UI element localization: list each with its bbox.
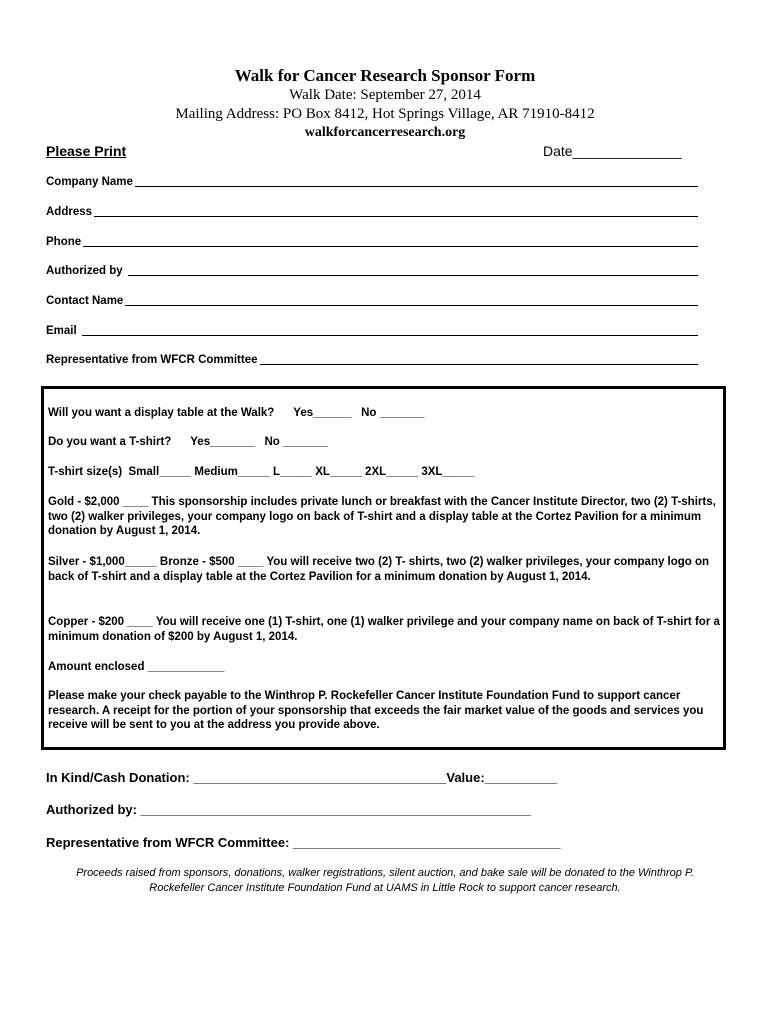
check-payable-note: Please make your check payable to the Winthrop P. Rockefeller Cancer Institute Foundation Fund to support cancer research. A receipt for the portion of your sponsorship that exceeds the fair market value of the goods and services you receive will be sent to you at the address you provide above.	[48, 690, 704, 731]
company-name-field[interactable]	[46, 175, 698, 189]
date-field[interactable]: Date______________	[543, 143, 682, 159]
representative-line[interactable]	[260, 354, 698, 365]
tshirt-question[interactable]: Do you want a T-shirt? Yes_______ No _______	[48, 436, 328, 448]
proceeds-footer-note: Proceeds raised from sponsors, donations, walker registrations, silent auction, and bake sale will be donated to the Winthrop P. Rockefeller Cancer Institute Foundation Fund at UAMS in Little Rock to support cancer research.	[76, 867, 694, 894]
company-name-line[interactable]	[135, 176, 698, 187]
walk-date: Walk Date: September 27, 2014	[289, 87, 481, 103]
phone-line[interactable]	[83, 236, 698, 247]
contact-name-line[interactable]	[125, 295, 698, 306]
contact-name-label: Contact Name	[46, 295, 124, 307]
authorized-by-line[interactable]	[128, 265, 698, 276]
representative-field[interactable]	[46, 353, 698, 367]
phone-label: Phone	[46, 236, 82, 248]
website-link[interactable]: walkforcancerresearch.org	[304, 125, 466, 140]
phone-field[interactable]	[46, 235, 698, 249]
representative-committee-field[interactable]: Representative from WFCR Committee: _____________________________________	[46, 835, 561, 850]
email-field[interactable]	[46, 324, 698, 338]
authorized-by-field[interactable]	[46, 264, 698, 278]
amount-enclosed[interactable]: Amount enclosed ____________	[48, 661, 225, 673]
form-title: Walk for Cancer Research Sponsor Form	[234, 66, 536, 85]
form-header	[0, 66, 770, 142]
contact-name-field[interactable]	[46, 294, 698, 308]
mailing-address: Mailing Address: PO Box 8412, Hot Springs Village, AR 71910-8412	[175, 106, 595, 122]
company-name-label: Company Name	[46, 176, 133, 188]
authorized-by-label: Authorized by	[46, 265, 126, 277]
display-table-question[interactable]: Will you want a display table at the Walk? Yes______ No _______	[48, 407, 425, 419]
sponsorship-options-box	[41, 386, 726, 750]
email-line[interactable]	[82, 325, 698, 336]
address-field[interactable]	[46, 205, 698, 219]
authorized-by-signature-field[interactable]: Authorized by: ______________________________________________________	[46, 802, 532, 817]
in-kind-donation-field[interactable]: In Kind/Cash Donation: ___________________________________Value:__________	[46, 770, 557, 785]
gold-sponsorship[interactable]: Gold - $2,000 ____ This sponsorship includes private lunch or breakfast with the Cancer Institute Director, two (2) T-shirts, two (2) walker privileges, your company logo on back of T-shirt and a display table at the Cortez Pavilion for a minimum donation by August 1, 2014.	[48, 496, 716, 537]
copper-sponsorship[interactable]: Copper - $200 ____ You will receive one (1) T-shirt, one (1) walker privilege and your company name on back of T-shirt for a minimum donation of $200 by August 1, 2014.	[48, 616, 720, 643]
representative-label: Representative from WFCR Committee	[46, 354, 258, 366]
silver-bronze-sponsorship[interactable]: Silver - $1,000_____ Bronze - $500 ____ You will receive two (2) T- shirts, two (2) walker privileges, your company logo on back of T-shirt and a display table at the Cortez Pavilion for a minimum donation by August 1, 2014.	[48, 556, 710, 583]
email-label: Email	[46, 325, 80, 337]
address-line[interactable]	[94, 206, 698, 217]
tshirt-sizes[interactable]: T-shirt size(s) Small_____ Medium_____ L_____ XL_____ 2XL_____ 3XL_____	[48, 466, 475, 478]
please-print-label: Please Print	[46, 143, 127, 159]
address-label: Address	[46, 206, 93, 218]
